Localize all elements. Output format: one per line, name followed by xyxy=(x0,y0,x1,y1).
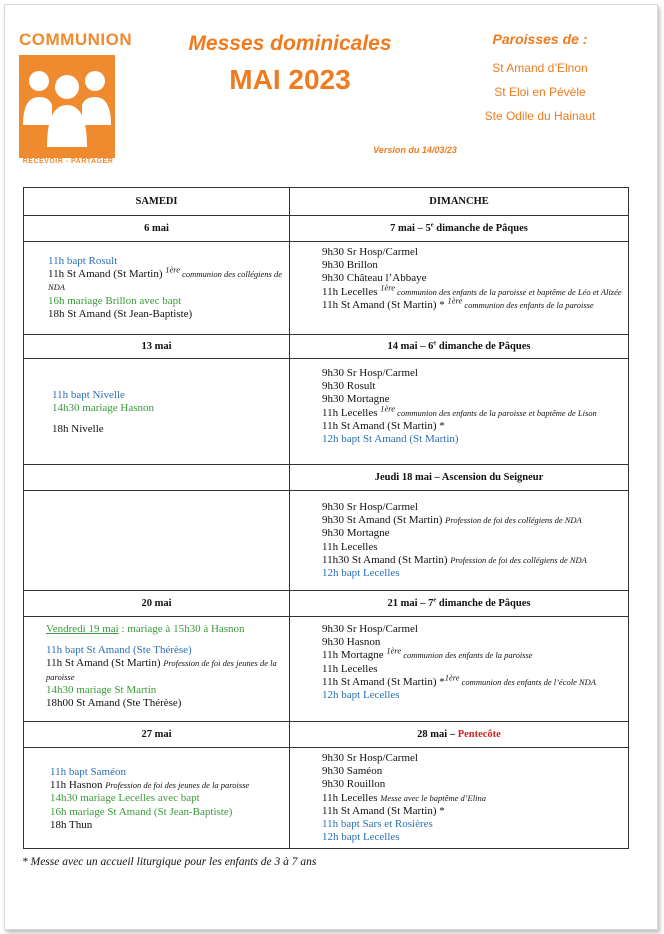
logo-title: COMMUNION xyxy=(19,30,133,49)
mass-entry: 12h bapt Lecelles xyxy=(322,831,400,844)
mass-entry: 9h30 Brillon xyxy=(322,259,378,272)
mass-entry: 11h St Amand (St Martin) * $^{1ère}$ communion des enfants de la paroisse xyxy=(322,295,594,311)
mass-entry: 11h bapt Saméon xyxy=(50,766,126,778)
footnote: * Messe avec un accueil liturgique pour les enfants de 3 à 7 ans xyxy=(22,856,317,868)
parishes-title: Paroisses de : xyxy=(492,31,588,47)
mass-entry: 11h bapt Sars et Rosières xyxy=(322,818,433,831)
logo-subtitle: RECEVOIR - PARTAGER xyxy=(22,158,114,165)
mass-entry: 11h bapt Rosult xyxy=(48,255,118,267)
sunday-date: 21 mai – 7e dimanche de Pâques xyxy=(290,591,629,617)
column-header-sunday: DIMANCHE xyxy=(290,188,629,216)
saturday-cell xyxy=(24,748,290,849)
mass-entry: 11h St Amand (St Martin) $^{1ère}$ communion des collégiens de NDA xyxy=(48,264,283,293)
mass-entry: 9h30 Sr Hosp/Carmel xyxy=(322,501,418,513)
mass-entry: 11h St Amand (St Martin) Profession de foi des jeunes de la paroisse xyxy=(46,657,277,682)
mass-entry: 9h30 Mortagne xyxy=(322,393,390,406)
sunday-cell xyxy=(290,242,629,335)
mass-entry: 11h bapt St Amand (Ste Thérèse) xyxy=(46,644,192,657)
version-label: Version du 14/03/23 xyxy=(373,145,457,155)
mass-entry: 9h30 Sr Hosp/Carmel xyxy=(322,623,418,635)
sunday-date: 28 mai – Pentecôte xyxy=(290,722,629,748)
mass-entry: 9h30 Sr Hosp/Carmel xyxy=(322,367,418,379)
mass-entry: 9h30 Sr Hosp/Carmel xyxy=(322,246,418,258)
mass-entry: 11h Lecelles $^{1ère}$ communion des enfants de la paroisse et baptême de Léo et Alizée xyxy=(322,281,622,298)
saturday-date: 20 mai xyxy=(24,591,290,617)
mass-entry: 11h St Amand (St Martin) *$^{1ère}$ communion des enfants de l’école NDA xyxy=(322,672,596,688)
sunday-cell xyxy=(290,617,629,722)
mass-entry: 11h Hasnon Profession de foi des jeunes de la paroisse xyxy=(50,779,250,792)
mass-entry: 14h30 mariage St Martin xyxy=(46,683,157,696)
sunday-cell xyxy=(290,359,629,465)
communion-logo xyxy=(19,30,133,170)
mass-entry: 14h30 mariage Hasnon xyxy=(52,402,155,415)
mass-entry: 9h30 St Amand (St Martin) Profession de foi des collégiens de NDA xyxy=(322,514,582,527)
saturday-cell xyxy=(24,617,290,722)
mass-entry: 18h Thun xyxy=(50,818,93,831)
sunday-cell xyxy=(290,491,629,591)
mass-entry: 9h30 Rosult xyxy=(322,380,376,393)
parish-item: Ste Odile du Hainaut xyxy=(484,109,596,123)
saturday-cell xyxy=(24,242,290,335)
mass-entry: 9h30 Château l’Abbaye xyxy=(322,272,427,285)
mass-entry: 12h bapt Lecelles xyxy=(322,689,400,702)
mass-entry: 9h30 Rouillon xyxy=(322,778,386,791)
friday-wedding-entry: Vendredi 19 mai : mariage à 15h30 à Hasnon xyxy=(46,623,245,635)
people-icon xyxy=(19,55,115,158)
sunday-date: 7 mai – 5e dimanche de Pâques xyxy=(290,216,629,242)
mass-entry: 11h Lecelles xyxy=(322,540,378,553)
mass-entry: 16h mariage St Amand (St Jean-Baptiste) xyxy=(50,805,233,818)
sunday-date: Jeudi 18 mai – Ascension du Seigneur xyxy=(290,465,629,491)
mass-entry: 18h Nivelle xyxy=(52,423,104,436)
parish-item: St Eloi en Pévèle xyxy=(494,85,586,99)
mass-entry: 9h30 Hasnon xyxy=(322,636,381,649)
mass-entry: 18h St Amand (St Jean-Baptiste) xyxy=(48,307,193,320)
mass-entry: 11h Mortagne $^{1ère}$ communion des enfants de la paroisse xyxy=(322,645,533,662)
sunday-date: 14 mai – 6e dimanche de Pâques xyxy=(290,335,629,359)
saturday-cell xyxy=(24,359,290,465)
mass-entry: 11h St Amand (St Martin) * xyxy=(322,804,445,817)
mass-entry: 11h Lecelles xyxy=(322,662,378,675)
mass-entry: 9h30 Sr Hosp/Carmel xyxy=(322,752,418,764)
parish-item: St Amand d’Elnon xyxy=(492,61,588,75)
saturday-date: 6 mai xyxy=(24,216,290,242)
mass-entry: 9h30 Mortagne xyxy=(322,527,390,540)
mass-entry: 11h Lecelles $^{1ère}$ communion des enfants de la paroisse et baptême de Lison xyxy=(322,402,597,419)
schedule-table xyxy=(23,187,629,849)
column-header-saturday: SAMEDI xyxy=(24,188,290,216)
saturday-cell xyxy=(24,491,290,591)
page-title: Messes dominicales xyxy=(188,32,392,55)
mass-entry: 12h bapt St Amand (St Martin) xyxy=(322,433,459,446)
mass-entry: 11h30 St Amand (St Martin) Profession de foi des collégiens de NDA xyxy=(322,553,587,566)
mass-entry: 14h30 mariage Lecelles avec bapt xyxy=(50,792,200,805)
mass-entry: 12h bapt Lecelles xyxy=(322,567,400,580)
saturday-date: 13 mai xyxy=(24,335,290,359)
mass-entry: 11h Lecelles Messe avec le baptême d’Elina xyxy=(322,791,486,804)
page-month: MAI 2023 xyxy=(229,64,351,95)
saturday-date-empty xyxy=(24,465,290,491)
mass-entry: 11h bapt Nivelle xyxy=(52,389,125,401)
mass-entry: 11h St Amand (St Martin) * xyxy=(322,419,445,432)
mass-entry: 18h00 St Amand (Ste Thérèse) xyxy=(46,697,182,710)
saturday-date: 27 mai xyxy=(24,722,290,748)
mass-entry: 9h30 Saméon xyxy=(322,765,383,778)
mass-entry: 16h mariage Brillon avec bapt xyxy=(48,294,182,307)
sunday-cell xyxy=(290,748,629,849)
parishes-block xyxy=(455,31,625,128)
